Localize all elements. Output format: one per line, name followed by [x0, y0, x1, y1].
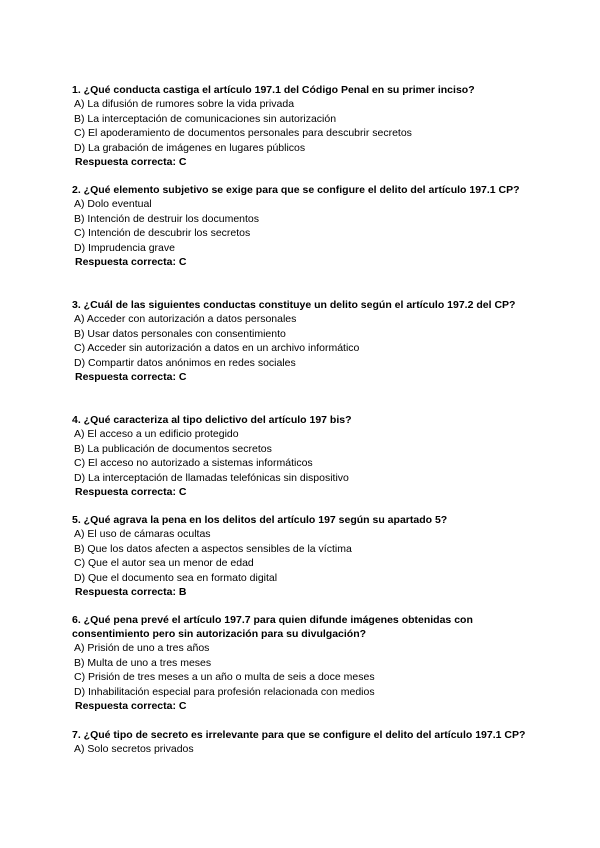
- question-1: [72, 83, 542, 170]
- options-list: [72, 427, 542, 485]
- option-b: B) Que los datos afecten a aspectos sensibles de la víctima: [74, 542, 352, 555]
- option-a: A) El uso de cámaras ocultas: [74, 528, 211, 540]
- options-list: [72, 527, 542, 585]
- options-list: [72, 97, 542, 155]
- option-a: A) Prisión de uno a tres años: [74, 642, 210, 654]
- question-title: 4. ¿Qué caracteriza al tipo delictivo del artículo 197 bis?: [72, 414, 352, 426]
- correct-answer: Respuesta correcta: C: [75, 486, 187, 499]
- options-list: [72, 197, 542, 255]
- option-b: B) Usar datos personales con consentimiento: [74, 327, 286, 340]
- option-d: D) La grabación de imágenes en lugares públicos: [74, 141, 306, 154]
- option-b: B) Intención de destruir los documentos: [74, 212, 260, 225]
- options-list: [72, 312, 542, 370]
- option-a: A) La difusión de rumores sobre la vida privada: [74, 98, 295, 110]
- question-2: [72, 183, 542, 270]
- option-a: A) El acceso a un edificio protegido: [74, 428, 239, 440]
- option-c: C) Prisión de tres meses a un año o multa de seis a doce meses: [74, 671, 375, 684]
- option-d: D) Inhabilitación especial para profesión relacionada con medios: [74, 685, 375, 698]
- options-list: [72, 742, 542, 757]
- question-title: 1. ¿Qué conducta castiga el artículo 197.1 del Código Penal en su primer inciso?: [72, 84, 475, 96]
- correct-answer: Respuesta correcta: C: [75, 256, 187, 269]
- question-7: [72, 728, 542, 757]
- option-c: C) El acceso no autorizado a sistemas informáticos: [74, 457, 313, 470]
- option-d: D) Imprudencia grave: [74, 241, 175, 254]
- option-d: D) La interceptación de llamadas telefónicas sin dispositivo: [74, 471, 349, 484]
- question-3: [72, 298, 542, 385]
- option-a: A) Acceder con autorización a datos personales: [74, 313, 297, 325]
- question-title: 7. ¿Qué tipo de secreto es irrelevante para que se configure el delito del artículo 197.1 CP?: [72, 729, 526, 741]
- option-b: B) Multa de uno a tres meses: [74, 656, 212, 669]
- question-6: [72, 613, 542, 714]
- correct-answer: Respuesta correcta: C: [75, 371, 187, 384]
- question-title: 2. ¿Qué elemento subjetivo se exige para que se configure el delito del artículo 197.1 CP?: [72, 184, 520, 196]
- option-c: C) Intención de descubrir los secretos: [74, 227, 251, 240]
- question-title: 6. ¿Qué pena prevé el artículo 197.7 para quien difunde imágenes obtenidas con consentimiento pero sin autorización para su divulgación?: [72, 614, 473, 640]
- option-b: B) La interceptación de comunicaciones sin autorización: [74, 112, 337, 125]
- option-b: B) La publicación de documentos secretos: [74, 442, 272, 455]
- correct-answer: Respuesta correcta: C: [75, 156, 187, 169]
- option-c: C) El apoderamiento de documentos personales para descubrir secretos: [74, 127, 412, 140]
- option-d: D) Que el documento sea en formato digital: [74, 571, 278, 584]
- options-list: [72, 641, 542, 699]
- option-a: A) Solo secretos privados: [74, 743, 194, 755]
- option-d: D) Compartir datos anónimos en redes sociales: [74, 356, 296, 369]
- correct-answer: Respuesta correcta: C: [75, 700, 187, 713]
- question-title: 3. ¿Cuál de las siguientes conductas constituye un delito según el artículo 197.2 del CP?: [72, 299, 516, 311]
- option-c: C) Acceder sin autorización a datos en un archivo informático: [74, 342, 360, 355]
- correct-answer: Respuesta correcta: B: [75, 586, 187, 599]
- option-a: A) Dolo eventual: [74, 198, 152, 210]
- option-c: C) Que el autor sea un menor de edad: [74, 557, 254, 570]
- question-4: [72, 413, 542, 500]
- question-title: 5. ¿Qué agrava la pena en los delitos del artículo 197 según su apartado 5?: [72, 514, 448, 526]
- question-5: [72, 513, 542, 600]
